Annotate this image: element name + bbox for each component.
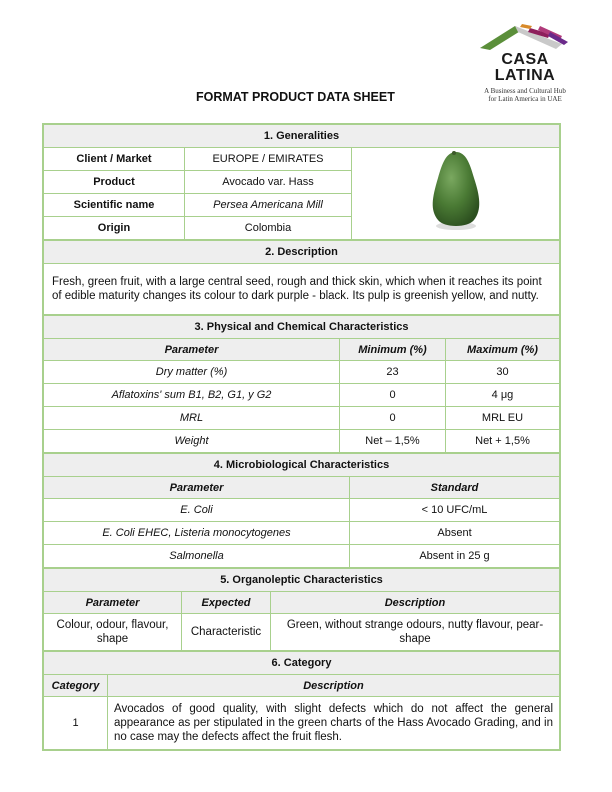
mrl-parameter: MRL (44, 407, 340, 430)
category-heading: 6. Category (44, 652, 560, 675)
category-table (43, 651, 560, 750)
organoleptic-parameter: Colour, odour, flavour, shape (44, 614, 182, 651)
origin-label: Origin (44, 217, 185, 240)
organoleptic-description: Green, without strange odours, nutty flavour, pear-shape (271, 614, 560, 651)
avocado-image (352, 148, 560, 240)
organoleptic-col-parameter: Parameter (44, 592, 182, 614)
product-value: Avocado var. Hass (185, 171, 352, 194)
dry-matter-parameter: Dry matter (%) (44, 361, 340, 384)
description-table (43, 240, 560, 315)
mrl-min: 0 (340, 407, 446, 430)
dry-matter-min: 23 (340, 361, 446, 384)
description-text: Fresh, green fruit, with a large central seed, rough and thick skin, which when it reaches its point of edible maturity changes its colour to dark purple - black. Its pulp is greenish yellow, and nutty. (44, 264, 560, 315)
physical-col-minimum: Minimum (%) (340, 339, 446, 361)
physical-chemical-table (43, 315, 560, 453)
client-market-label: Client / Market (44, 148, 185, 171)
micro-heading: 4. Microbiological Characteristics (44, 454, 560, 477)
logo-roof-icon (470, 22, 580, 52)
ehec-standard: Absent (350, 522, 560, 545)
table-row (44, 697, 560, 750)
scientific-name-label: Scientific name (44, 194, 185, 217)
salmonella-parameter: Salmonella (44, 545, 350, 568)
page-title: FORMAT PRODUCT DATA SHEET (196, 90, 395, 104)
micro-col-standard: Standard (350, 477, 560, 499)
ecoli-parameter: E. Coli (44, 499, 350, 522)
category-col-description: Description (108, 675, 560, 697)
logo-brand-line1: CASA (501, 51, 549, 68)
organoleptic-col-description: Description (271, 592, 560, 614)
avocado-icon (416, 148, 496, 236)
scientific-name-value: Persea Americana Mill (185, 194, 352, 217)
product-data-sheet (42, 123, 561, 751)
dry-matter-max: 30 (446, 361, 560, 384)
weight-min: Net – 1,5% (340, 430, 446, 453)
table-row (44, 614, 560, 651)
generalities-heading: 1. Generalities (44, 125, 560, 148)
organoleptic-table (43, 568, 560, 651)
weight-parameter: Weight (44, 430, 340, 453)
logo-tagline2: for Latin America in UAE (488, 95, 562, 103)
aflatoxins-min: 0 (340, 384, 446, 407)
client-market-value: EUROPE / EMIRATES (185, 148, 352, 171)
aflatoxins-max: 4 μg (446, 384, 560, 407)
description-heading: 2. Description (44, 241, 560, 264)
table-row (44, 430, 560, 453)
weight-max: Net + 1,5% (446, 430, 560, 453)
table-row (44, 545, 560, 568)
mrl-max: MRL EU (446, 407, 560, 430)
physical-col-parameter: Parameter (44, 339, 340, 361)
origin-value: Colombia (185, 217, 352, 240)
micro-col-parameter: Parameter (44, 477, 350, 499)
category-description: Avocados of good quality, with slight defects which do not affect the general appearance as per stipulated in the green charts of the Hass Avocado Grading, and in no case may the defects affect the fruit flesh. (108, 697, 560, 750)
organoleptic-expected: Characteristic (182, 614, 271, 651)
table-row (44, 407, 560, 430)
category-col-category: Category (44, 675, 108, 697)
organoleptic-heading: 5. Organoleptic Characteristics (44, 569, 560, 592)
aflatoxins-parameter: Aflatoxins' sum B1, B2, G1, y G2 (44, 384, 340, 407)
microbiological-table (43, 453, 560, 568)
logo-tagline1: A Business and Cultural Hub (484, 87, 566, 95)
table-row (44, 499, 560, 522)
physical-heading: 3. Physical and Chemical Characteristics (44, 316, 560, 339)
product-label: Product (44, 171, 185, 194)
physical-col-maximum: Maximum (%) (446, 339, 560, 361)
generalities-table (43, 124, 560, 240)
category-value: 1 (44, 697, 108, 750)
table-row (44, 522, 560, 545)
table-row (44, 361, 560, 384)
table-row (44, 384, 560, 407)
logo-brand-line2: LATINA (494, 67, 556, 84)
organoleptic-col-expected: Expected (182, 592, 271, 614)
casa-latina-logo (470, 22, 596, 108)
salmonella-standard: Absent in 25 g (350, 545, 560, 568)
ehec-parameter: E. Coli EHEC, Listeria monocytogenes (44, 522, 350, 545)
ecoli-standard: < 10 UFC/mL (350, 499, 560, 522)
